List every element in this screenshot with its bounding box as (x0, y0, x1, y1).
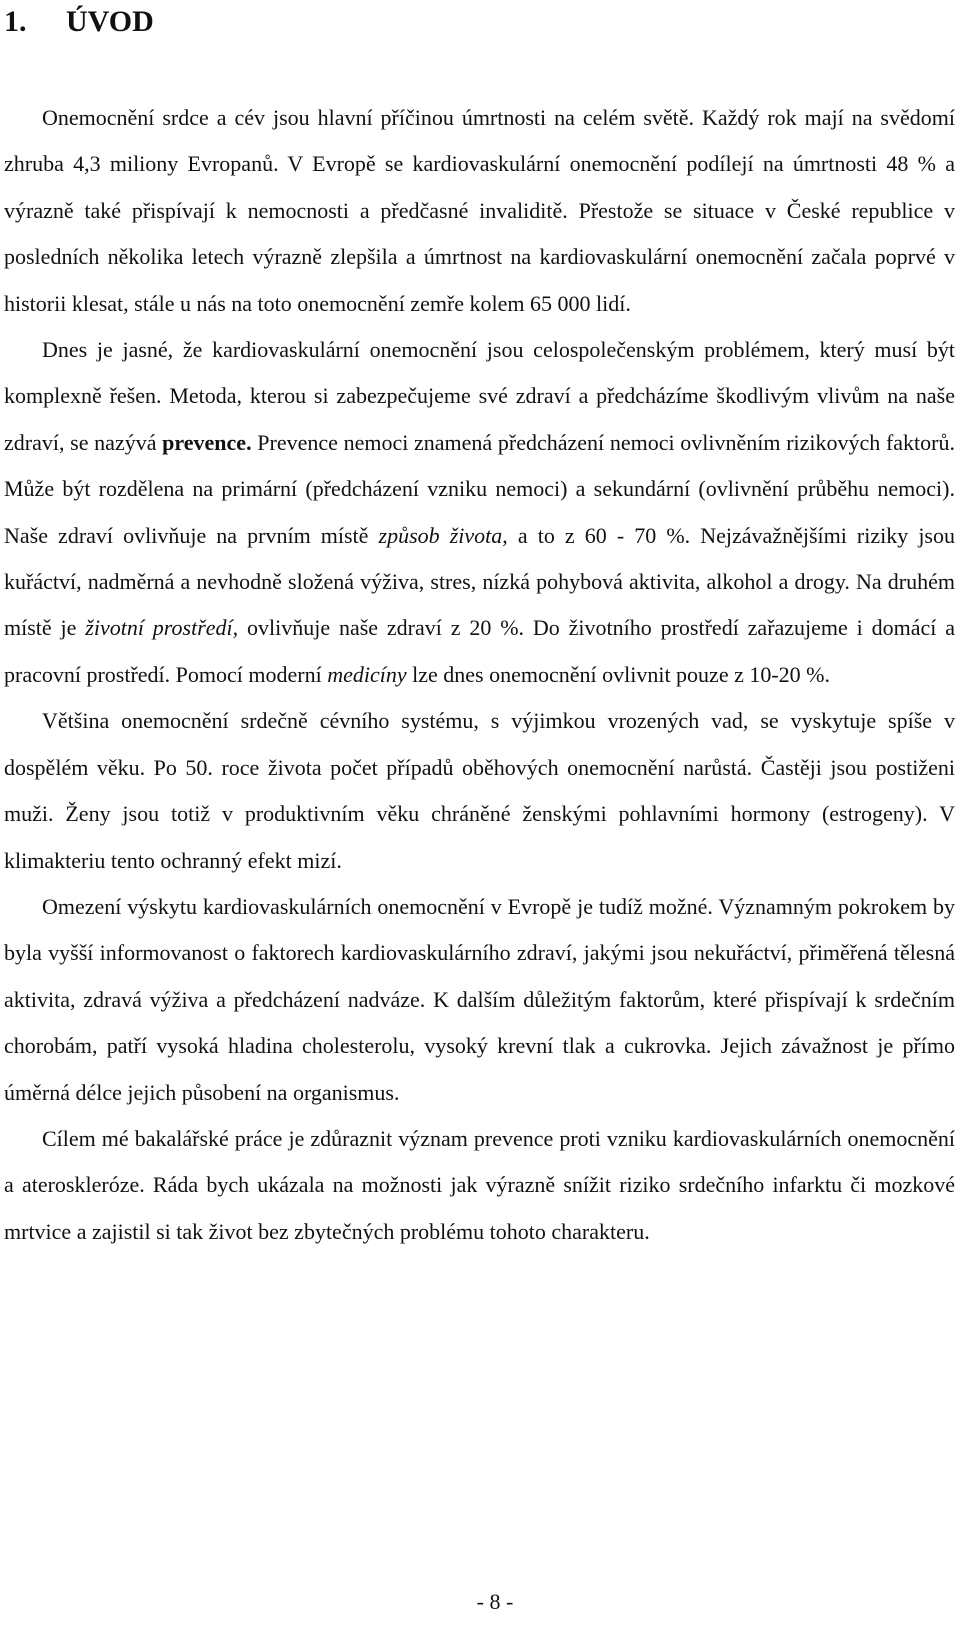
text-run: Omezení výskytu kardiovaskulárních onemocnění v Evropě je tudíž možné. Významným pokrokem by byla vyšší informovanost o faktorech kardiovaskulárního zdraví, jakými jsou nekuřáctví, přiměřená tělesná aktivita, zdravá výživa a předcházení nadváze. K dalším důležitým faktorům, které přispívají k srdečním chorobám, patří vysoká hladina cholesterolu, vysoký krevní tlak a cukrovka. Jejich závažnost je přímo úměrná délce jejich působení na organismus. (4, 893, 955, 1105)
text-run: Prevence nemoci znamená předcházení nemoci ovlivněním rizikových faktorů. Může být rozdělena na primární (předcházení vzniku nemoci) a sekundární (ovlivnění průběhu nemoci). Naše zdraví ovlivňuje na prvním místě (4, 429, 955, 548)
paragraph (4, 884, 955, 1116)
paragraph (4, 327, 955, 698)
page-number: - 8 - (476, 1589, 514, 1614)
paragraph (4, 1116, 955, 1255)
text-run: Dnes je jasné, že kardiovaskulární onemocnění jsou celospolečenským problémem, který musí být komplexně řešen. Metoda, kterou si zabezpečujeme své zdraví a předcházíme škodlivým vlivům na naše zdraví, se nazývá (4, 337, 955, 455)
chapter-number: 1. (4, 5, 27, 38)
text-run: ovlivňuje naše zdraví z 20 %. Do životního prostředí zařazujeme i domácí a pracovní prostředí. Pomocí moderní (4, 615, 956, 687)
paragraph (4, 95, 955, 327)
italic-term: životní prostředí, (85, 615, 239, 641)
text-run: lze dnes onemocnění ovlivnit pouze z 10-20 %. (406, 661, 831, 687)
text-run: Onemocnění srdce a cév jsou hlavní příčinou úmrtnosti na celém světě. Každý rok mají na svědomí zhruba 4,3 miliony Evropanů. V Evropě se kardiovaskulární onemocnění podílejí na úmrtnosti 48 % a výrazně také přispívají k nemocnosti a předčasné invaliditě. Přestože se situace v České republice v posledních několika letech výrazně zlepšila a úmrtnost na kardiovaskulární onemocnění začala poprvé v historii klesat, stále u nás na toto onemocnění zemře kolem 65 000 lidí. (4, 105, 955, 316)
chapter-heading (4, 2, 154, 42)
bold-term: prevence. (162, 429, 252, 455)
paragraph (4, 698, 955, 884)
chapter-title: ÚVOD (66, 5, 154, 38)
text-run: Cílem mé bakalářské práce je zdůraznit význam prevence proti vzniku kardiovaskulárních onemocnění a ateroskleróze. Ráda bych ukázala na možnosti jak výrazně snížit riziko srdečního infarktu či mozkové mrtvice a zajistil si tak život bez zbytečných problému tohoto charakteru. (4, 1125, 955, 1244)
italic-term: medicíny (327, 661, 407, 687)
body-text (4, 95, 955, 1255)
text-run: , a to z 60 - 70 %. Nejzávažnějšími riziky jsou kuřáctví, nadměrná a nevhodně složená výživa, stres, nízká pohybová aktivita, alkohol a drogy. Na druhém místě je (4, 522, 955, 641)
text-run: Většina onemocnění srdečně cévního systému, s výjimkou vrozených vad, se vyskytuje spíše v dospělém věku. Po 50. roce života počet případů oběhových onemocnění narůstá. Častěji jsou postiženi muži. Ženy jsou totiž v produktivním věku chráněné ženskými pohlavními hormony (estrogeny). V klimakteriu tento ochranný efekt mizí. (4, 708, 955, 873)
italic-term: způsob života (378, 522, 503, 548)
